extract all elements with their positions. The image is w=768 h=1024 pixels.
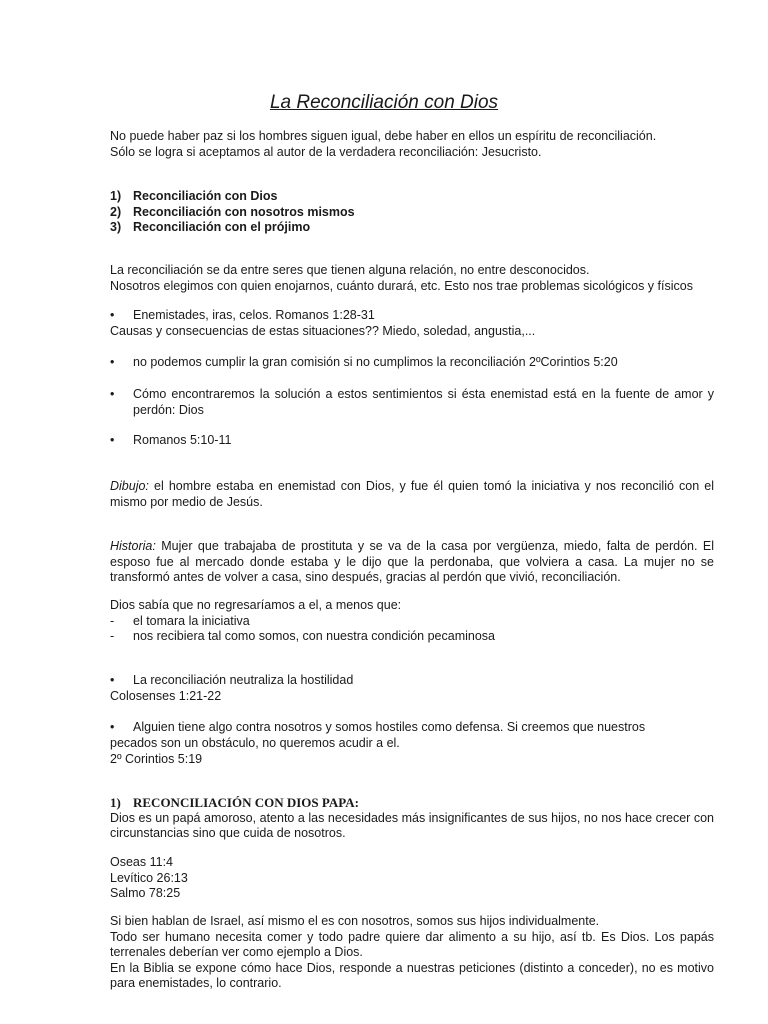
numbered-item-number: 2) — [110, 204, 122, 219]
bullet-item-romanos — [110, 433, 714, 449]
bullet-glyph: • — [110, 387, 115, 401]
numbered-item-text: Reconciliación con el prójimo — [133, 220, 311, 234]
hostiles-continuation — [110, 736, 714, 767]
bullet-text: Cómo encontraremos la solución a estos sentimientos si ésta enemistad está en la fuente de amor y perdón: Dios — [133, 387, 714, 417]
dibujo-label: Dibujo: — [110, 479, 149, 493]
closing-line-1: Si bien hablan de Israel, así mismo el es con nosotros, somos sus hijos individualmente. — [110, 914, 600, 928]
numbered-item-2 — [110, 205, 714, 221]
document-title: La Reconciliación con Dios — [269, 92, 499, 113]
closing-paragraph-2: Todo ser humano necesita comer y todo padre quiere dar alimento a su hijo, así tb. Es Dios. Los papás terrenales deberían ver como ejemplo a Dios. — [110, 929, 714, 959]
numbered-list — [110, 189, 714, 236]
section-closing — [110, 914, 714, 992]
hostiles-ref: 2º Corintios 5:19 — [110, 751, 203, 766]
dash-item-text: nos recibiera tal como somos, con nuestra condición pecaminosa — [133, 629, 495, 643]
relation-paragraph — [110, 263, 714, 294]
bullet-text: no podemos cumplir la gran comisión si no cumplimos la reconciliación 2ºCorintios 5:20 — [133, 355, 618, 369]
bullet-glyph: • — [110, 308, 115, 322]
numbered-item-text: Reconciliación con Dios — [133, 189, 278, 203]
bullet-item-enemistades — [110, 308, 714, 324]
bullet-item-neutraliza — [110, 673, 714, 689]
numbered-item-number: 1) — [110, 189, 122, 203]
relation-line-2: Nosotros elegimos con quien enojarnos, cuánto durará, etc. Esto nos trae problemas sicológicos y físicos — [110, 278, 693, 293]
dash-glyph: - — [110, 613, 115, 628]
causas-line: Causas y consecuencias de estas situaciones?? Miedo, soledad, angustia,... — [110, 324, 536, 338]
dash-item-2 — [110, 629, 714, 645]
intro-line-2: Sólo se logra si aceptamos al autor de la verdadera reconciliación: Jesucristo. — [110, 144, 542, 159]
historia-label: Historia: — [110, 539, 156, 553]
intro-line-1: No puede haber paz si los hombres siguen igual, debe haber en ellos un espíritu de reconciliación. — [110, 129, 657, 143]
bullet-text: Romanos 5:10-11 — [133, 433, 232, 447]
numbered-item-3 — [110, 220, 714, 236]
numbered-item-number: 3) — [110, 220, 122, 234]
section-number: 1) — [110, 795, 121, 810]
dios-sabia-line: Dios sabía que no regresaríamos a el, a menos que: — [110, 598, 402, 612]
dios-sabia-block — [110, 598, 714, 645]
section-heading — [110, 795, 714, 811]
historia-paragraph — [110, 539, 714, 586]
scripture-ref: Levítico 26:13 — [110, 870, 188, 885]
bullet-glyph: • — [110, 673, 115, 687]
bullet-text: Enemistades, iras, celos. Romanos 1:28-31 — [133, 308, 375, 322]
scripture-refs — [110, 855, 714, 902]
dash-glyph: - — [110, 629, 115, 643]
relation-line-1: La reconciliación se da entre seres que tienen alguna relación, no entre desconocidos. — [110, 263, 590, 277]
bullet-glyph: • — [110, 355, 115, 369]
historia-text: Mujer que trabajaba de prostituta y se va de la casa por vergüenza, miedo, falta de perdón. El esposo fue al mercado donde estaba y le dijo que la perdonaba, que volviera a casa. La mujer no se transformó antes de volver a casa, sino después, gracias al perdón que vivió, reconciliación. — [110, 539, 714, 584]
bullet-glyph: • — [110, 720, 115, 734]
bullet-glyph: • — [110, 433, 115, 447]
bullet-item-hostiles — [110, 720, 714, 736]
numbered-item-1 — [110, 189, 714, 205]
bullet-item-comision — [110, 355, 714, 371]
dash-item-text: el tomara la iniciativa — [133, 613, 250, 628]
section-heading-text: RECONCILIACIÓN CON DIOS PAPA: — [133, 795, 359, 810]
bullet-text: Alguien tiene algo contra nosotros y somos hostiles como defensa. Si creemos que nuestros — [133, 720, 646, 734]
section-intro-text: Dios es un papá amoroso, atento a las necesidades más insignificantes de sus hijos, no nos hace crecer con circunstancias sino que cuida de nosotros. — [110, 810, 714, 840]
scripture-ref: Oseas 11:4 — [110, 855, 174, 869]
section-1 — [110, 795, 714, 842]
scripture-ref: Salmo 78:25 — [110, 886, 181, 900]
bullet-text: La reconciliación neutraliza la hostilidad — [133, 673, 354, 687]
numbered-item-text: Reconciliación con nosotros mismos — [133, 204, 355, 219]
hostiles-line-2: pecados son un obstáculo, no queremos acudir a el. — [110, 736, 400, 750]
dibujo-text: el hombre estaba en enemistad con Dios, y fue él quien tomó la iniciativa y nos reconcilió con el mismo por medio de Jesús. — [110, 479, 714, 509]
closing-paragraph-3: En la Biblia se expone cómo hace Dios, responde a nuestras peticiones (distinto a conceder), no es motivo para enemistades, lo contrario. — [110, 960, 714, 990]
colosenses-line: Colosenses 1:21-22 — [110, 689, 222, 703]
dibujo-paragraph — [110, 479, 714, 510]
dash-item-1 — [110, 614, 714, 630]
intro-paragraph — [110, 129, 714, 160]
bullet-item-solucion — [110, 387, 714, 418]
